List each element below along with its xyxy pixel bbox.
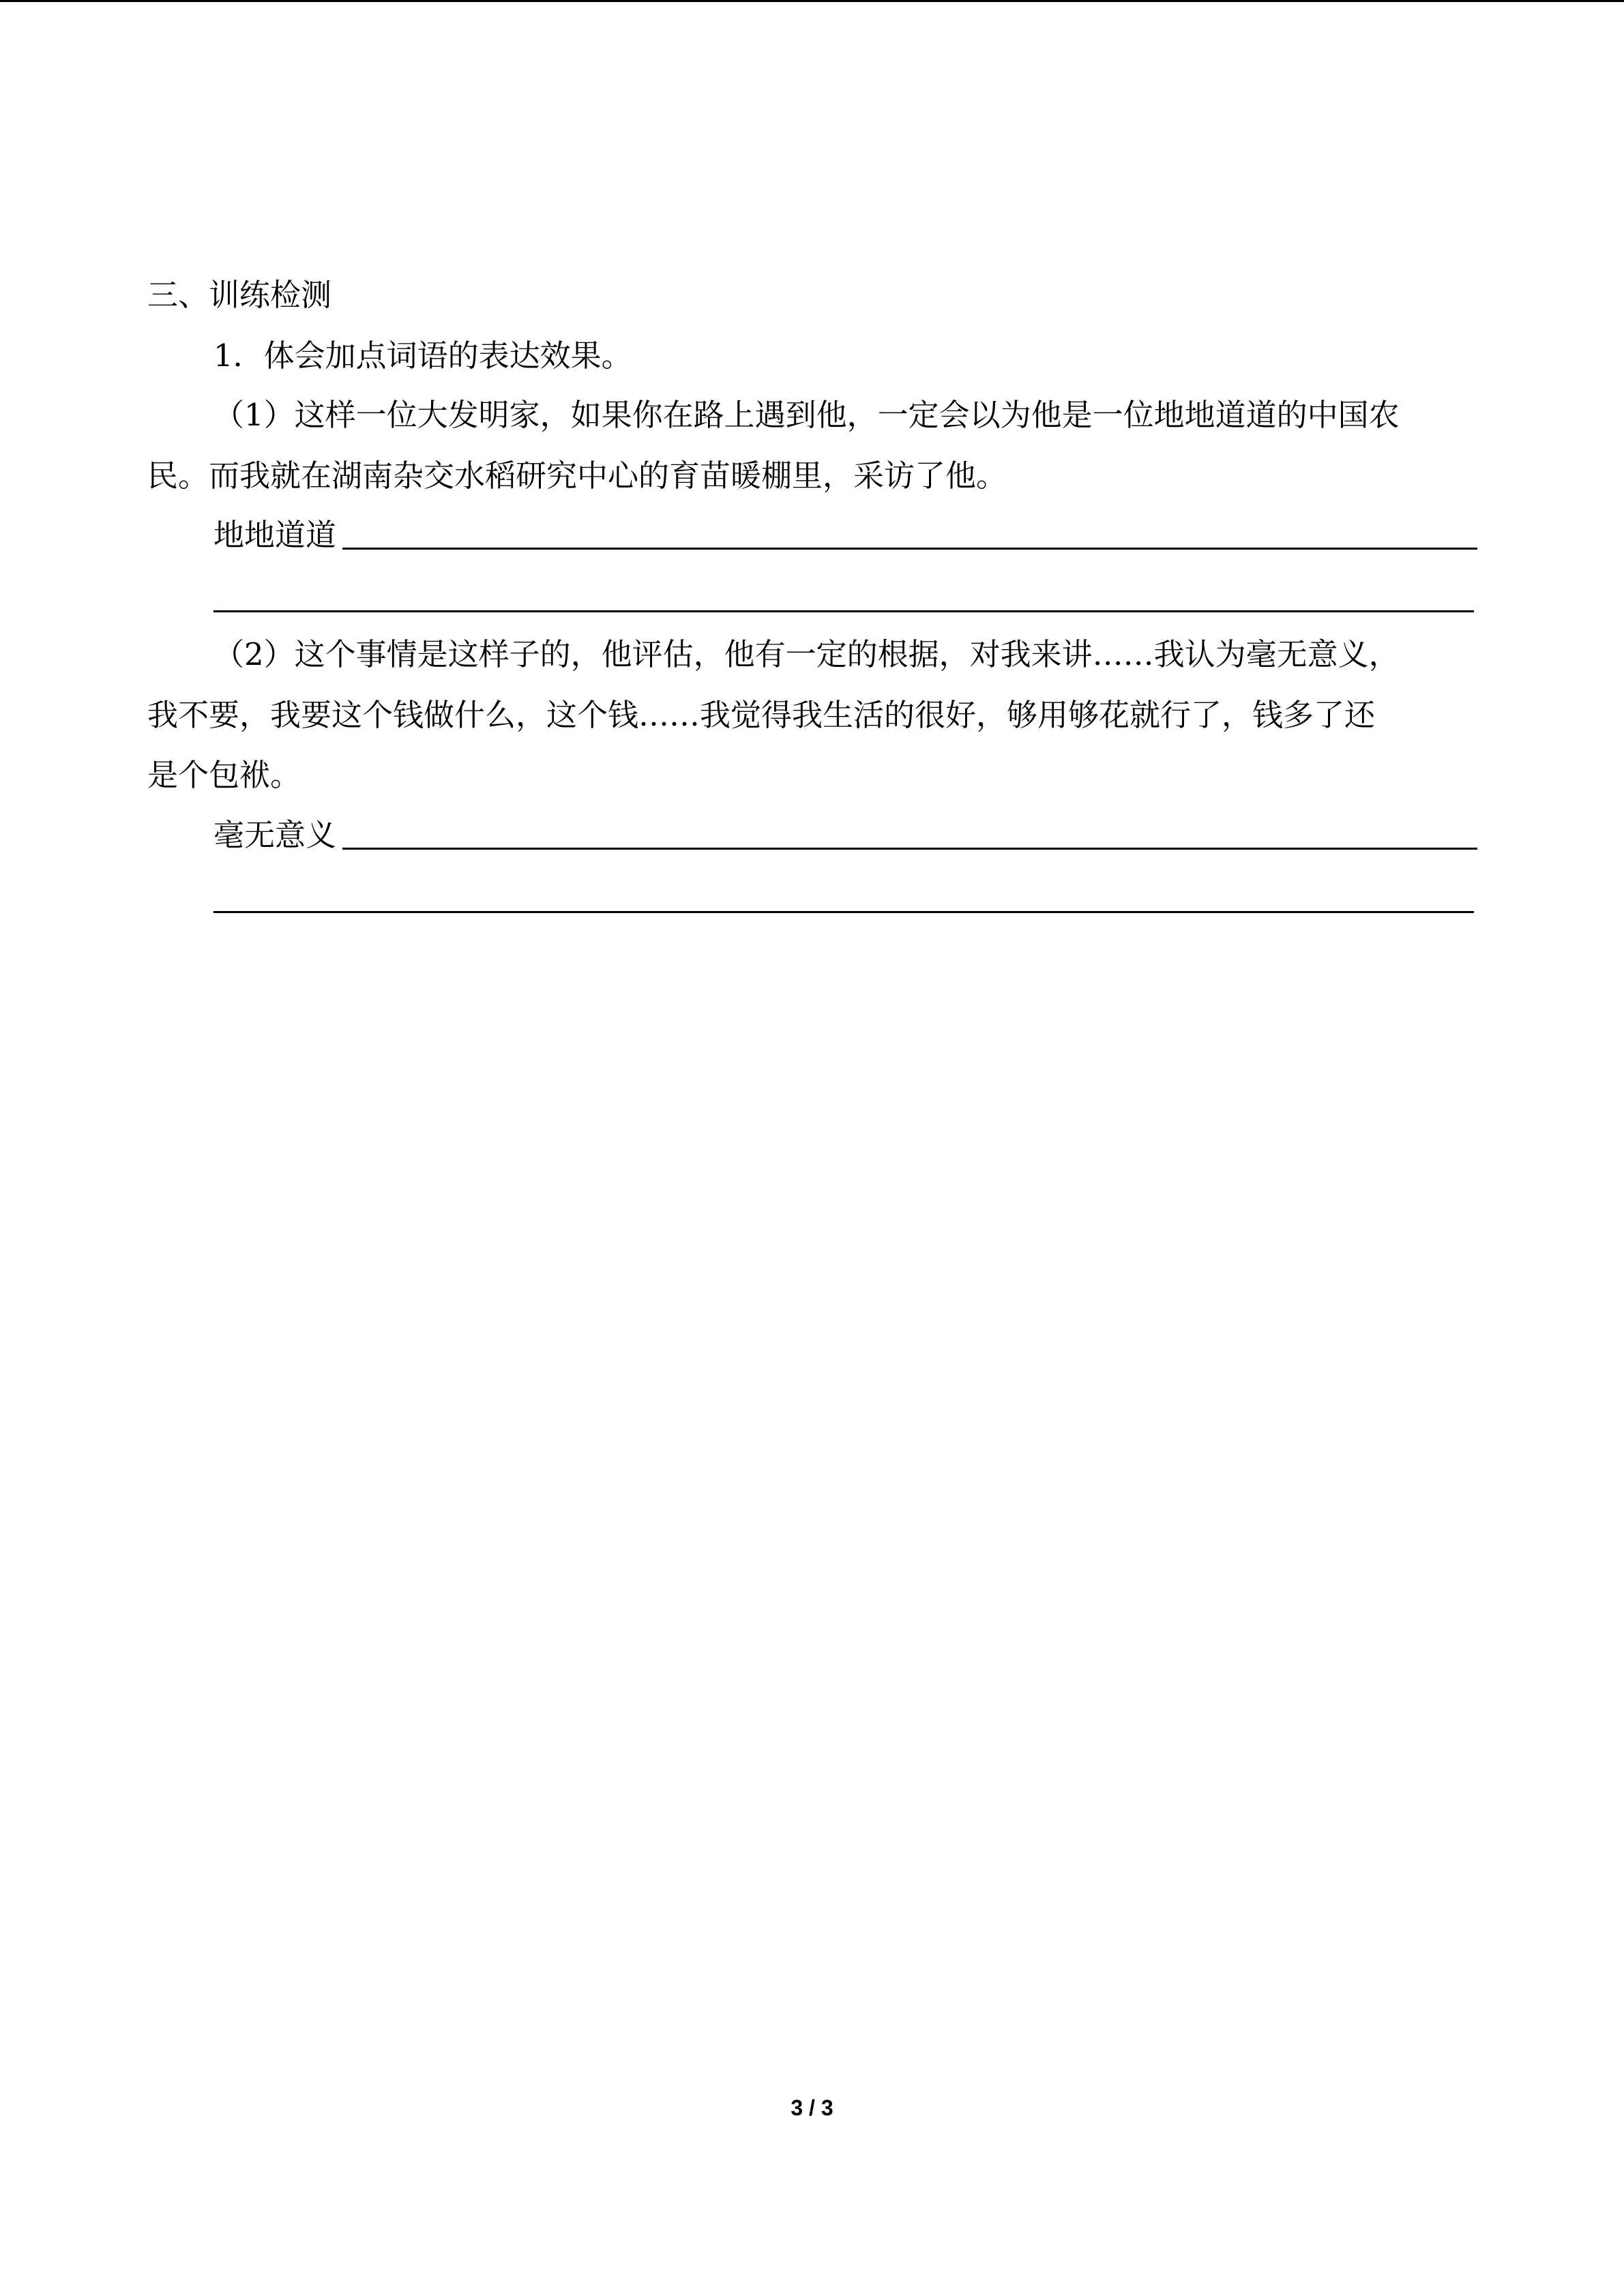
item2-text-line3: 是个包袱。 — [147, 757, 301, 793]
item1-text-line1: （1）这样一位大发明家，如果你在路上遇到他，一定会以为他是一位地地道道的中国农 — [213, 397, 1400, 433]
answer-line-2b[interactable] — [213, 911, 1474, 913]
answer-line-1a[interactable] — [342, 548, 1477, 550]
answer-line-2a[interactable] — [342, 848, 1477, 850]
top-border — [0, 0, 1624, 2]
item2-text-line1: （2）这个事情是这样子的，他评估，他有一定的根据，对我来讲……我认为毫无意义， — [213, 636, 1400, 672]
answer-label-2: 毫无意义 — [213, 817, 337, 853]
item2-text-line2: 我不要，我要这个钱做什么，这个钱……我觉得我生活的很好，够用够花就行了，钱多了还 — [147, 697, 1376, 733]
question-prompt: 1．体会加点词语的表达效果。 — [213, 338, 632, 374]
section-title: 三、训练检测 — [147, 277, 332, 313]
answer-line-1b[interactable] — [213, 610, 1474, 612]
page-number: 3 / 3 — [791, 2096, 833, 2120]
answer-label-1: 地地道道 — [213, 517, 337, 553]
item1-text-line2: 民。而我就在湖南杂交水稻研究中心的育苗暖棚里，采访了他。 — [147, 458, 1007, 494]
